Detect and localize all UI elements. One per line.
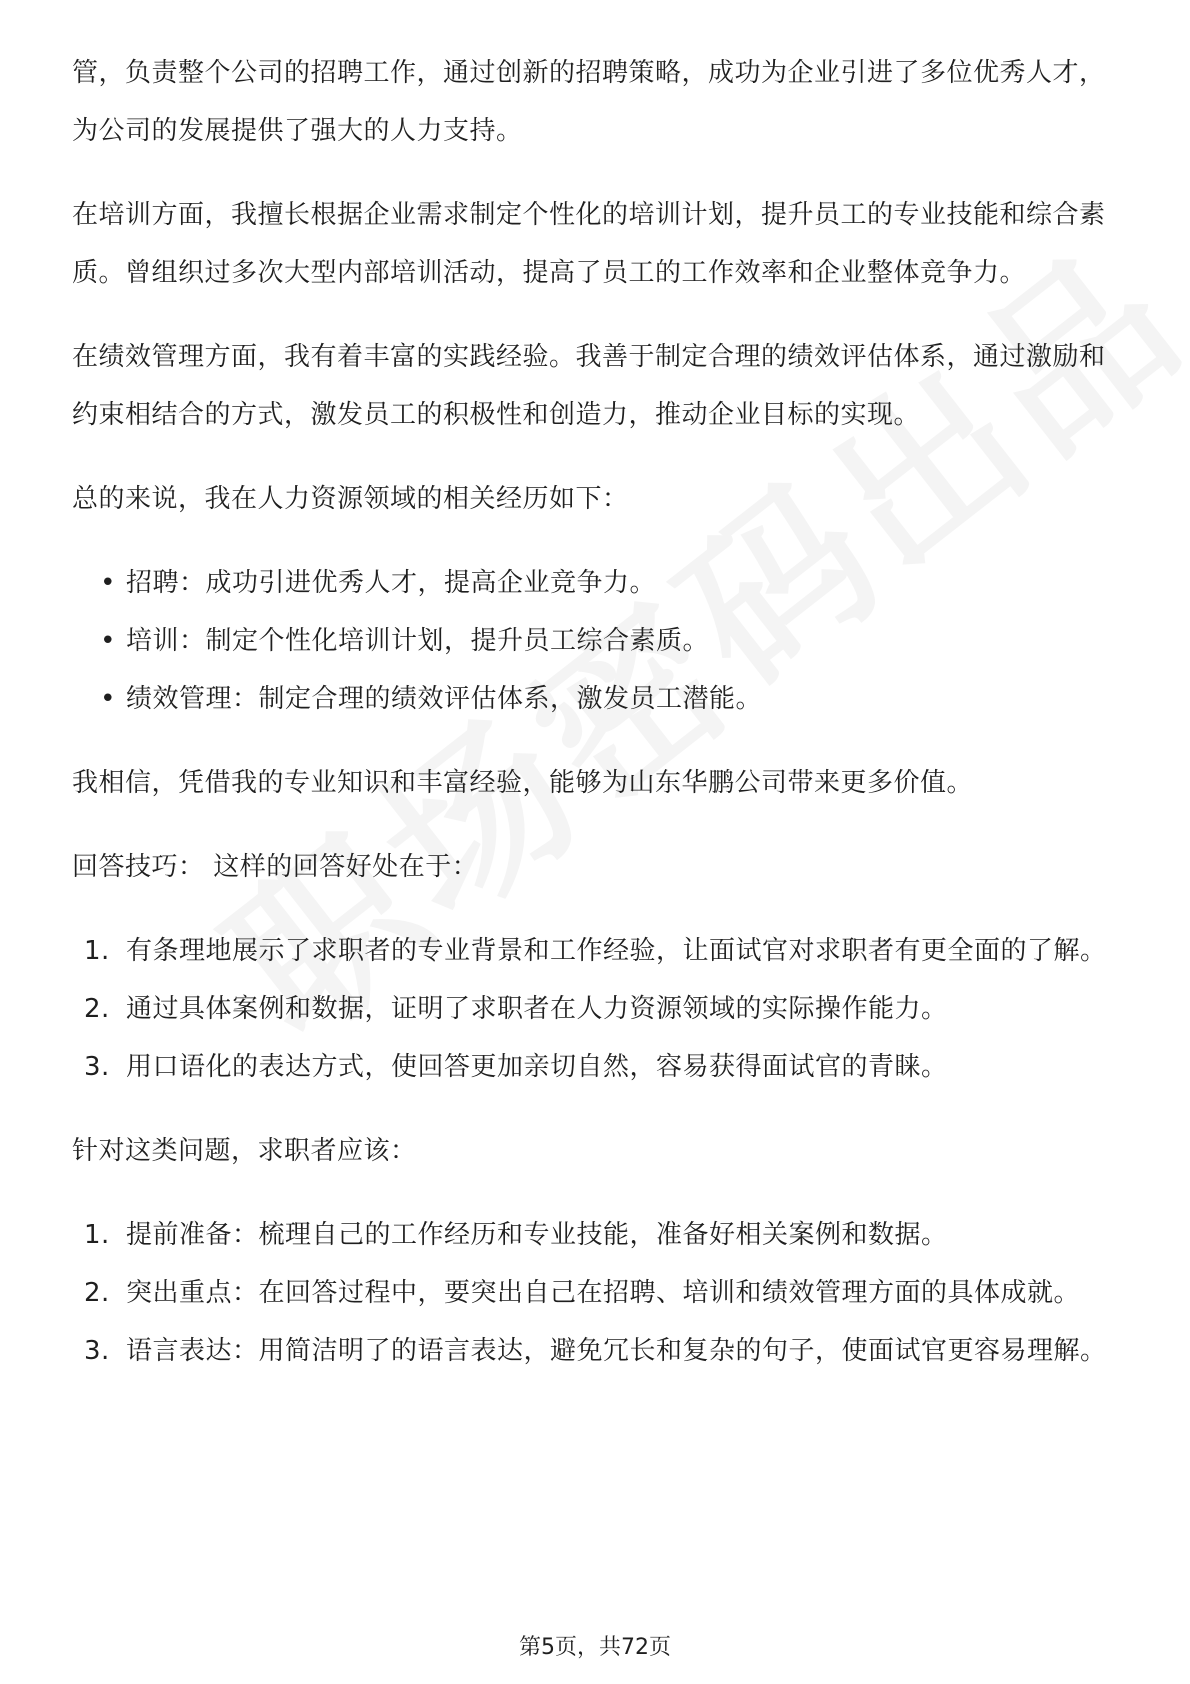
advice-numbered-list xyxy=(72,1206,1122,1380)
list-number: 3. xyxy=(84,1336,110,1366)
bullet-icon: • xyxy=(100,626,116,656)
list-item xyxy=(72,1038,1122,1096)
list-item-text: 有条理地展示了求职者的专业背景和工作经验，让面试官对求职者有更全面的了解。 xyxy=(126,936,1107,966)
list-item xyxy=(72,612,1122,670)
paragraph-summary-intro: 总的来说，我在人力资源领域的相关经历如下： xyxy=(72,484,629,514)
list-item-text: 语言表达：用简洁明了的语言表达，避免冗长和复杂的句子，使面试官更容易理解。 xyxy=(126,1336,1107,1366)
advice-heading: 针对这类问题，求职者应该： xyxy=(72,1136,417,1166)
tips-numbered-list xyxy=(72,922,1122,1096)
list-number: 2. xyxy=(84,1278,110,1308)
list-item xyxy=(72,980,1122,1038)
page-number-footer: 第5页，共72页 xyxy=(519,1635,671,1660)
paragraph-performance: 在绩效管理方面，我有着丰富的实践经验。我善于制定合理的绩效评估体系，通过激励和约束相结合的方式，激发员工的积极性和创造力，推动企业目标的实现。 xyxy=(72,342,1106,430)
list-item xyxy=(72,922,1122,980)
bullet-icon: • xyxy=(100,684,116,714)
list-item-text: 绩效管理：制定合理的绩效评估体系，激发员工潜能。 xyxy=(126,684,763,714)
list-item xyxy=(72,554,1122,612)
list-number: 1. xyxy=(84,936,110,966)
list-number: 2. xyxy=(84,994,110,1024)
list-item-text: 提前准备：梳理自己的工作经历和专业技能，准备好相关案例和数据。 xyxy=(126,1220,948,1250)
page-content xyxy=(72,44,1122,1406)
paragraph-closing: 我相信，凭借我的专业知识和丰富经验，能够为山东华鹏公司带来更多价值。 xyxy=(72,768,974,798)
list-item xyxy=(72,1322,1122,1380)
list-number: 3. xyxy=(84,1052,110,1082)
paragraph-training: 在培训方面，我擅长根据企业需求制定个性化的培训计划，提升员工的专业技能和综合素质。曾组织过多次大型内部培训活动，提高了员工的工作效率和企业整体竞争力。 xyxy=(72,200,1106,288)
list-item xyxy=(72,1206,1122,1264)
bullet-icon: • xyxy=(100,568,116,598)
list-item xyxy=(72,670,1122,728)
list-item xyxy=(72,1264,1122,1322)
list-item-text: 用口语化的表达方式，使回答更加亲切自然，容易获得面试官的青睐。 xyxy=(126,1052,948,1082)
experience-bullet-list xyxy=(72,554,1122,728)
list-item-text: 培训：制定个性化培训计划，提升员工综合素质。 xyxy=(126,626,710,656)
list-item-text: 招聘：成功引进优秀人才，提高企业竞争力。 xyxy=(126,568,657,598)
list-item-text: 突出重点：在回答过程中，要突出自己在招聘、培训和绩效管理方面的具体成就。 xyxy=(126,1278,1081,1308)
tips-heading: 回答技巧： 这样的回答好处在于： xyxy=(72,852,479,882)
paragraph-recruitment: 管，负责整个公司的招聘工作，通过创新的招聘策略，成功为企业引进了多位优秀人才，为公司的发展提供了强大的人力支持。 xyxy=(72,58,1106,146)
list-number: 1. xyxy=(84,1220,110,1250)
list-item-text: 通过具体案例和数据，证明了求职者在人力资源领域的实际操作能力。 xyxy=(126,994,948,1024)
